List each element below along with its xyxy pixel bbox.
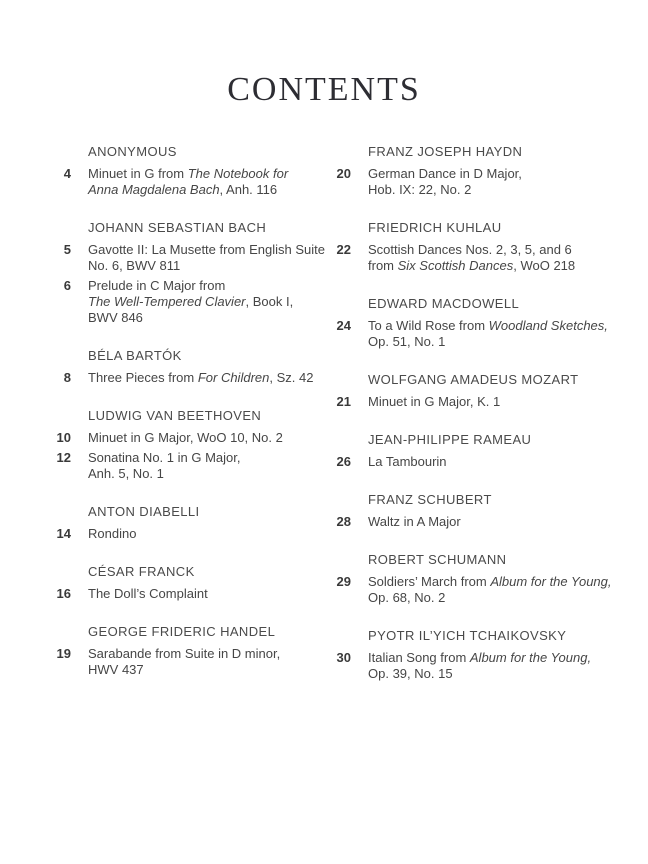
toc-entry [40,166,320,198]
page-number: 22 [336,242,351,257]
entry-line: Op. 51, No. 1 [368,334,446,349]
entry-title [88,278,293,326]
entry-line: Italian Song from Album for the Young, [368,650,592,665]
contents-column-left [40,144,326,700]
toc-section [40,504,320,542]
entry-line: Minuet in G from The Notebook for [88,166,289,181]
entry-line: The Well-Tempered Clavier, Book I, [88,294,294,309]
page-number: 24 [336,318,351,333]
entry-line: Minuet in G Major, K. 1 [368,394,501,409]
composer-name: JEAN-PHILIPPE RAMEAU [368,432,532,447]
entry-line: Minuet in G Major, WoO 10, No. 2 [88,430,283,445]
entry-title [88,430,283,446]
toc-section [320,220,638,274]
toc-section [320,144,638,198]
entry-line: Three Pieces from For Children, Sz. 42 [88,370,314,385]
toc-section [40,220,326,326]
entry-title [88,370,313,386]
toc-entry [40,242,326,274]
page-number: 10 [56,430,71,445]
page-number: 4 [63,166,71,181]
page-number: 21 [336,394,351,409]
page-number: 26 [336,454,351,469]
toc-entry [320,650,638,682]
composer-name: JOHANN SEBASTIAN BACH [88,220,267,235]
page-number: 19 [56,646,71,661]
entry-line: Op. 68, No. 2 [368,590,446,605]
composer-name: FRANZ SCHUBERT [368,492,492,507]
page-number: 8 [63,370,71,385]
toc-section [320,492,638,530]
entry-title [368,650,591,682]
toc-entry [40,526,320,542]
entry-line: Waltz in A Major [368,514,461,529]
entry-line: Op. 39, No. 15 [368,666,453,681]
toc-entry [320,318,638,350]
composer-name: LUDWIG VAN BEETHOVEN [88,408,262,423]
composer-name: WOLFGANG AMADEUS MOZART [368,372,579,387]
entry-title [88,646,280,678]
toc-section [320,296,638,350]
entry-line: HWV 437 [88,662,144,677]
entry-title [88,526,136,542]
toc-entry [40,646,320,678]
page-number: 30 [336,650,351,665]
entry-title [368,574,612,606]
toc-entry [40,370,320,386]
entry-line: No. 6, BWV 811 [88,258,181,273]
toc-entry [40,586,320,602]
entry-title [88,166,288,198]
page-number: 5 [63,242,71,257]
entry-title [368,166,522,198]
toc-section [320,552,638,606]
entry-title [88,450,240,482]
entry-line: Anh. 5, No. 1 [88,466,164,481]
page-number: 20 [336,166,351,181]
toc-section [320,628,638,682]
page-number: 28 [336,514,351,529]
toc-entry [320,454,638,470]
toc-section [320,432,638,470]
entry-line: To a Wild Rose from Woodland Sketches, [368,318,608,333]
entry-line: Gavotte II: La Musette from English Suite [88,242,326,257]
composer-name: FRANZ JOSEPH HAYDN [368,144,523,159]
composer-name: ROBERT SCHUMANN [368,552,507,567]
composer-name: EDWARD MACDOWELL [368,296,520,311]
entry-line: Scottish Dances Nos. 2, 3, 5, and 6 [368,242,572,257]
entry-title [368,514,461,530]
entry-title [88,242,325,274]
page-title: CONTENTS [227,71,421,108]
toc-section [40,348,320,386]
page-number: 12 [56,450,71,465]
composer-name: PYOTR IL’YICH TCHAIKOVSKY [368,628,567,643]
page-number: 29 [336,574,351,589]
composer-name: FRIEDRICH KUHLAU [368,220,502,235]
toc-section [40,408,320,482]
toc-entry [320,166,638,198]
entry-line: Soldiers’ March from Album for the Young, [368,574,612,589]
toc-entry [320,242,638,274]
entry-line: Rondino [88,526,137,541]
toc-entry [320,574,638,606]
toc-section [40,624,320,678]
toc-entry [40,430,320,446]
entry-line: BWV 846 [88,310,143,325]
page-number: 14 [56,526,71,541]
entry-line: from Six Scottish Dances, WoO 218 [368,258,576,273]
entry-line: Anna Magdalena Bach, Anh. 116 [88,182,278,197]
entry-line: Hob. IX: 22, No. 2 [368,182,472,197]
entry-title [368,394,500,410]
composer-name: GEORGE FRIDERIC HANDEL [88,624,276,639]
entry-title [368,242,575,274]
entry-line: La Tambourin [368,454,447,469]
entry-line: Prelude in C Major from [88,278,226,293]
entry-title [88,586,208,602]
composer-name: ANTON DIABELLI [88,504,200,519]
composer-name: ANONYMOUS [88,144,177,159]
entry-line: The Doll’s Complaint [88,586,208,601]
toc-entry [40,450,320,482]
toc-entry [320,514,638,530]
toc-entry [320,394,638,410]
composer-name: CÉSAR FRANCK [88,564,195,579]
entry-line: German Dance in D Major, [368,166,522,181]
toc-section [40,564,320,602]
page-number: 16 [56,586,71,601]
entry-line: Sarabande from Suite in D minor, [88,646,281,661]
entry-title [368,318,608,350]
toc-section [320,372,638,410]
composer-name: BÉLA BARTÓK [88,348,182,363]
toc-section [40,144,320,198]
toc-entry [40,278,320,326]
contents-column-right [320,144,638,704]
page-number: 6 [63,278,71,293]
entry-line: Sonatina No. 1 in G Major, [88,450,241,465]
entry-title [368,454,447,470]
